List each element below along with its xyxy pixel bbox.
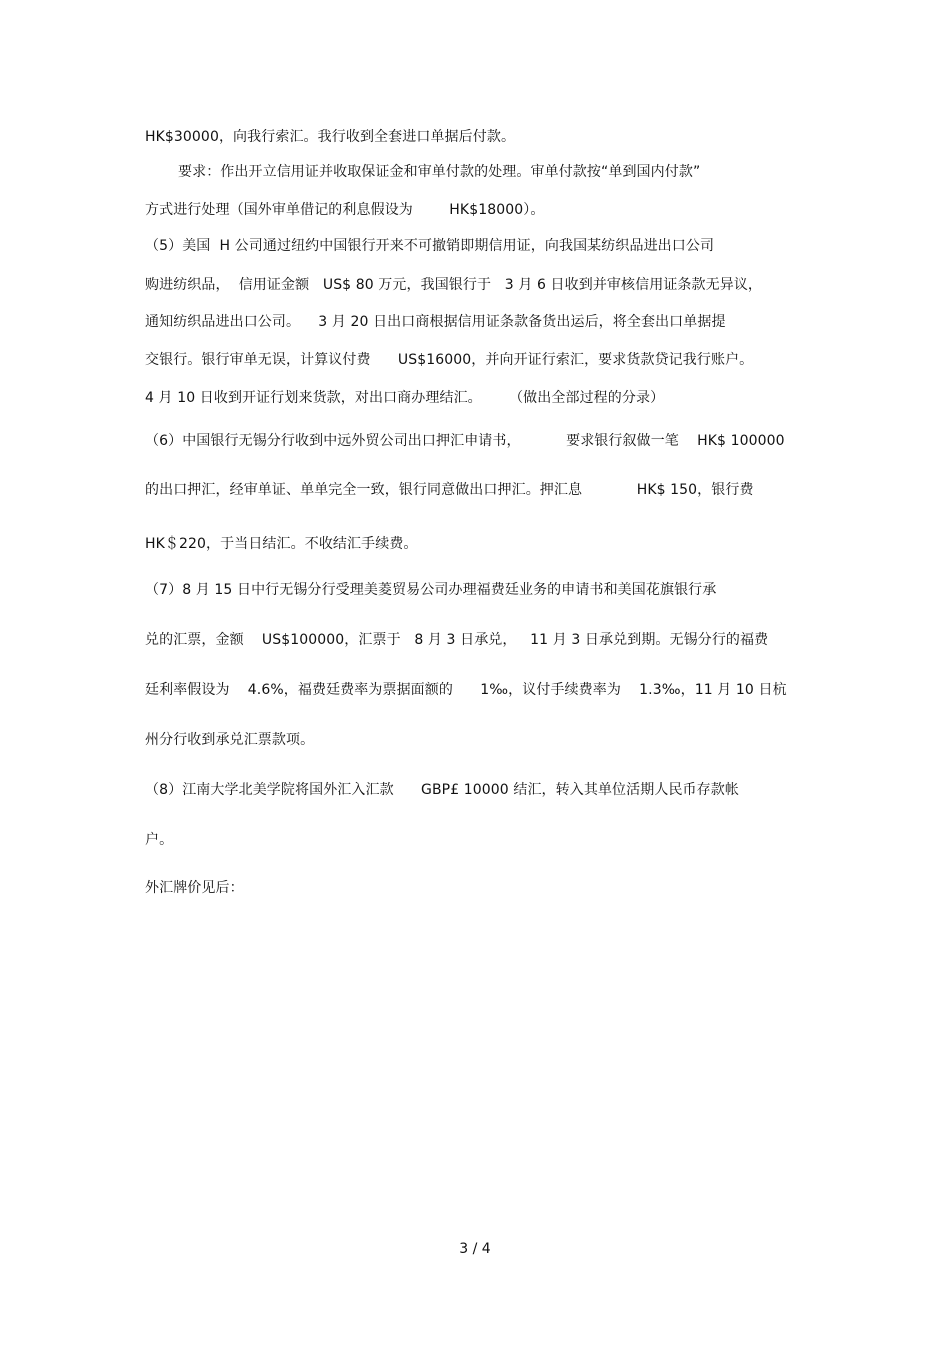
text-line: 4 月 10 日收到开证行划来货款，对出口商办理结汇。 （做出全部过程的分录）	[145, 390, 665, 406]
question-6-heading: （6）中国银行无锡分行收到中远外贸公司出口押汇申请书， 要求银行叙做一笔 HK$ 100000	[145, 433, 785, 449]
text-line: 廷利率假设为 4.6%，福费廷费率为票据面额的 1‰，议付手续费率为 1.3‰，11 月 10 日杭	[145, 682, 787, 698]
page-number: 3 / 4	[459, 1241, 491, 1257]
text-line: 购进纺织品， 信用证金额 US$ 80 万元，我国银行于 3 月 6 日收到并审核信用证条款无异议，	[145, 277, 763, 293]
question-5-heading: （5）美国 H 公司通过纽约中国银行开来不可撤销即期信用证，向我国某纺织品进出口公司	[145, 238, 715, 254]
question-8-heading: （8）江南大学北美学院将国外汇入汇款 GBP£ 10000 结汇，转入其单位活期人民币存款帐	[145, 782, 739, 798]
text-line: 外汇牌价见后：	[145, 880, 244, 896]
text-line: HK$30000，向我行索汇。我行收到全套进口单据后付款。	[145, 129, 516, 145]
text-line: 交银行。银行审单无误，计算议付费 US$16000，并向开证行索汇，要求货款贷记我行账户。	[145, 352, 754, 368]
text-line: 户。	[145, 832, 174, 848]
text-line: 方式进行处理（国外审单借记的利息假设为 HK$18000）。	[145, 202, 545, 218]
text-line: 的出口押汇，经审单证、单单完全一致，银行同意做出口押汇。押汇息 HK$ 150，银行费	[145, 482, 754, 498]
text-line: 兑的汇票，金额 US$100000，汇票于 8 月 3 日承兑， 11 月 3 日承兑到期。无锡分行的福费	[145, 632, 769, 648]
text-line: 州分行收到承兑汇票款项。	[145, 732, 315, 748]
question-7-heading: （7）8 月 15 日中行无锡分行受理美菱贸易公司办理福费廷业务的申请书和美国花旗银行承	[145, 582, 717, 598]
requirement-line: 要求：作出开立信用证并收取保证金和审单付款的处理。审单付款按“单到国内付款”	[178, 164, 701, 180]
text-line: HK＄220，于当日结汇。不收结汇手续费。	[145, 536, 418, 552]
text-line: 通知纺织品进出口公司。 3 月 20 日出口商根据信用证条款备货出运后，将全套出口单据提	[145, 314, 726, 330]
